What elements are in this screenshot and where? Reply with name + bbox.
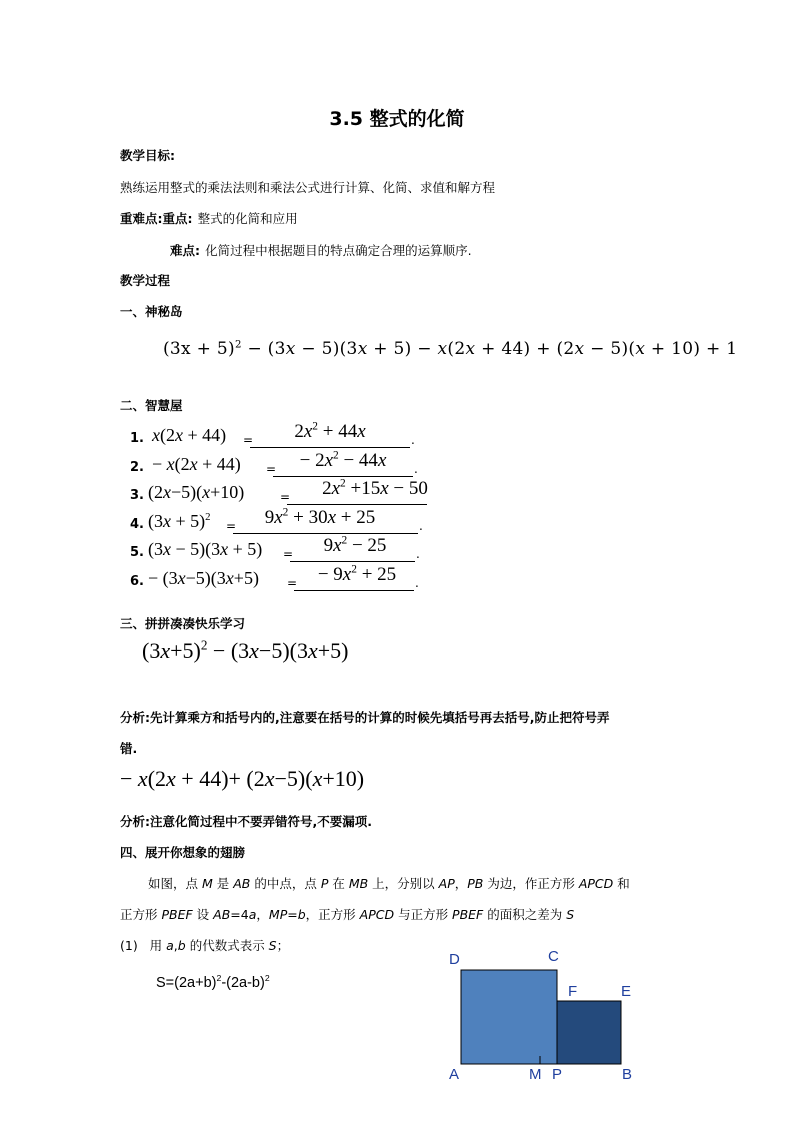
section3-expression-1: $(3x+5)^2 - (3x-5)(3x+5)$ bbox=[142, 637, 349, 663]
exercise-expression: $(3x + 5)^2$ bbox=[148, 511, 211, 531]
exercise-number: 3. bbox=[130, 488, 144, 503]
exercise-expression: x(2x + 44) bbox=[152, 425, 227, 445]
page-title: 3.5 整式的化简 bbox=[329, 108, 465, 130]
question-1 bbox=[120, 936, 289, 954]
square-pbef bbox=[557, 1001, 621, 1064]
goals-label: 教学目标: bbox=[120, 148, 175, 163]
key-label: 重点: bbox=[162, 211, 193, 226]
question-1-text: 用 a,b 的代数式表示 S； bbox=[149, 938, 290, 953]
keypoints-label: 重难点: bbox=[120, 211, 163, 226]
square-apcd bbox=[461, 970, 557, 1064]
exercise-expression: − x(2x + 44) bbox=[152, 454, 241, 474]
exercise-answer: − $9x^2 + 25$ bbox=[317, 563, 397, 585]
label-e: E bbox=[621, 983, 632, 1000]
process-label: 教学过程 bbox=[120, 273, 171, 288]
section1-expression: $(3x + 5)^2 - (3x - 5)(3x + 5) - x(2x + 44) + (2x - 5)(x + 10) + 1$ bbox=[163, 339, 738, 359]
exercise-equals: = bbox=[287, 576, 298, 590]
key-text: 整式的化简和应用 bbox=[197, 211, 298, 226]
exercise-answer: $9x^2 + 30x + 25$ bbox=[264, 506, 376, 528]
squares-figure bbox=[440, 944, 650, 1094]
label-f: F bbox=[568, 983, 578, 1000]
section4-paragraph-line2: 正方形 PBEF 设 AB=4a，MP=b，正方形 APCD 与正方形 PBEF 的面积之差为 S bbox=[120, 907, 575, 922]
exercise-equals: = bbox=[226, 519, 237, 533]
section2-heading: 二、智慧屋 bbox=[120, 398, 183, 413]
exercise-equals: = bbox=[243, 433, 254, 447]
exercise-number: 5. bbox=[130, 545, 144, 560]
exercise-end-mark: . bbox=[416, 547, 420, 561]
exercise-equals: = bbox=[283, 547, 294, 561]
exercise-answer: $2x^2 + 44x$ bbox=[294, 420, 366, 442]
exercise-equals: = bbox=[266, 462, 277, 476]
exercise-number: 1. bbox=[130, 431, 144, 446]
answer-underline bbox=[233, 533, 418, 534]
section4-paragraph-line1: 如图，点 M 是 AB 的中点，点 P 在 MB 上，分别以 AP，PB 为边，作正方形 APCD 和 bbox=[148, 876, 630, 891]
exercise-expression: (2x−5)(x+10) bbox=[148, 482, 245, 502]
keypoints-line bbox=[120, 208, 298, 227]
answer-underline bbox=[250, 447, 410, 448]
exercise-answer: $9x^2 - 25$ bbox=[323, 534, 387, 556]
label-p: P bbox=[552, 1066, 563, 1083]
exercise-end-mark: . bbox=[419, 519, 423, 533]
goals-text: 熟练运用整式的乘法法则和乘法公式进行计算、化简、求值和解方程 bbox=[120, 180, 496, 195]
exercise-expression: (3x − 5)(3x + 5) bbox=[148, 539, 263, 559]
label-d: D bbox=[449, 951, 460, 968]
difficulty-text: 化简过程中根据题目的特点确定合理的运算顺序. bbox=[205, 243, 472, 258]
exercise-end-mark: . bbox=[411, 433, 415, 447]
section3-heading: 三、拼拼凑凑快乐学习 bbox=[120, 616, 246, 631]
section3-expression-2: − x(2x + 44)+ (2x−5)(x+10) bbox=[120, 766, 365, 791]
label-b: B bbox=[622, 1066, 633, 1083]
section4-heading: 四、展开你想象的翅膀 bbox=[120, 845, 246, 860]
exercise-expression: − (3x−5)(3x+5) bbox=[148, 568, 259, 588]
answer-underline bbox=[287, 504, 427, 505]
analysis-1-line2: 错. bbox=[120, 741, 138, 756]
label-m: M bbox=[529, 1066, 542, 1083]
label-a: A bbox=[449, 1066, 460, 1083]
exercise-end-mark: . bbox=[415, 576, 419, 590]
answer-underline bbox=[294, 590, 414, 591]
question-1-number: (1) bbox=[120, 938, 138, 953]
exercise-number: 6. bbox=[130, 574, 144, 589]
analysis-1-line1: 分析:先计算乘方和括号内的,注意要在括号的计算的时候先填括号再去括号,防止把符号弄 bbox=[120, 710, 610, 725]
exercise-answer: − $2x^2 - 44x$ bbox=[299, 449, 387, 471]
exercise-number: 2. bbox=[130, 460, 144, 475]
answer-formula: $S=(2a+b)^2-(2a-b)^2$ bbox=[156, 973, 270, 991]
exercise-end-mark: . bbox=[414, 462, 418, 476]
section1-heading: 一、神秘岛 bbox=[120, 304, 183, 319]
difficulty-label: 难点: bbox=[170, 243, 200, 258]
exercise-number: 4. bbox=[130, 517, 144, 532]
difficulty-line bbox=[170, 240, 472, 259]
answer-underline bbox=[290, 561, 415, 562]
exercise-equals: = bbox=[280, 490, 291, 504]
exercise-answer: $2x^2 +15x - 50$ bbox=[322, 477, 428, 499]
label-c: C bbox=[548, 948, 559, 965]
analysis-2: 分析:注意化简过程中不要弄错符号,不要漏项. bbox=[120, 814, 372, 829]
